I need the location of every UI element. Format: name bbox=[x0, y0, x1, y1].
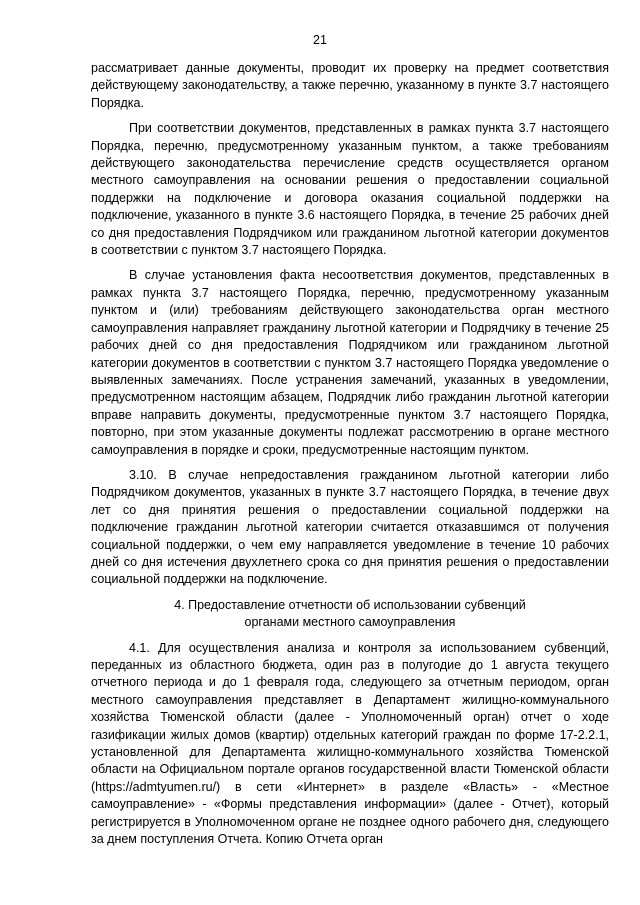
paragraph-compliance: При соответствии документов, представленных в рамках пункта 3.7 настоящего Порядка, перечню, предусмотренному указанным пунктом, а также требованиям действующего законодательства перечисление средств осуществляется органом местного самоуправления на основании решения о предоставлении социальной поддержки на подключение и договора оказания социальной поддержки на подключение, указанного в пункте 3.6 настоящего Порядка, в течение 25 рабочих дней со дня предоставления Подрядчиком или гражданином льготной категории документов в соответствии с пунктом 3.7 настоящего Порядка. bbox=[91, 121, 609, 258]
section-heading-line-2: органами местного самоуправления bbox=[244, 615, 456, 630]
paragraph-3-10: 3.10. В случае непредоставления гражданином льготной категории либо Подрядчиком документов, указанных в пункте 3.7 настоящего Порядка, в течение двух лет со дня принятия решения о предоставлении социальной поддержки на подключение гражданин льготной категории считается отказавшимся от получения социальной поддержки, о чем ему направляется уведомление в течение 10 рабочих дней со дня истечения двухлетнего срока со дня принятия решения о предоставлении социальной поддержки на подключение. bbox=[91, 467, 609, 587]
page-number: 21 bbox=[313, 33, 327, 47]
section-heading-line-1: 4. Предоставление отчетности об использовании субвенций bbox=[174, 597, 526, 612]
paragraph-continuation: рассматривает данные документы, проводит их проверку на предмет соответствия действующему законодательству, а также перечню, указанному в пункте 3.7 настоящего Порядка. bbox=[91, 61, 609, 110]
paragraph-noncompliance: В случае установления факта несоответствия документов, представленных в рамках пункта 3.7 настоящего Порядка, перечню, предусмотренному указанным пунктом и (или) требованиям действующего законодательства орган местного самоуправления направляет гражданину льготной категории и Подрядчику в течение 25 рабочих дней со дня предоставления Подрядчиком или гражданином льготной категории документов в соответствии с пунктом 3.7 настоящего Порядка уведомление о выявленных замечаниях. После устранения замечаний, указанных в уведомлении, предусмотренном настоящим абзацем, Подрядчик либо гражданин льготной категории вправе направить документы, предусмотренные пунктом 3.7 настоящего Порядка, повторно, при этом указанные документы подлежат рассмотрению в органе местного самоуправления в порядке и сроки, предусмотренные настоящим пунктом. bbox=[91, 268, 609, 457]
document-body bbox=[91, 60, 609, 848]
paragraph-4-1: 4.1. Для осуществления анализа и контроля за использованием субвенций, переданных из областного бюджета, один раз в полугодие до 1 августа текущего отчетного периода и до 1 февраля года, следующего за отчетным периодом, орган местного самоуправления представляет в Департамент жилищно-коммунального хозяйства Тюменской области (далее - Уполномоченный орган) отчет о ходе газификации жилых домов (квартир) отдельных категорий граждан по форме 17-2.2.1, установленной для Департамента жилищно-коммунального хозяйства Тюменской области на Официальном портале органов государственной власти Тюменской области (https://admtyumen.ru/) в сети «Интернет» в разделе «Власть» - «Местное самоуправление» - «Формы представления информации» (далее - Отчет), который регистрируется в Уполномоченном органе не позднее одного рабочего дня, следующего за днем поступления Отчета. Копию Отчета орган bbox=[91, 640, 609, 847]
section-heading-4 bbox=[91, 597, 609, 632]
